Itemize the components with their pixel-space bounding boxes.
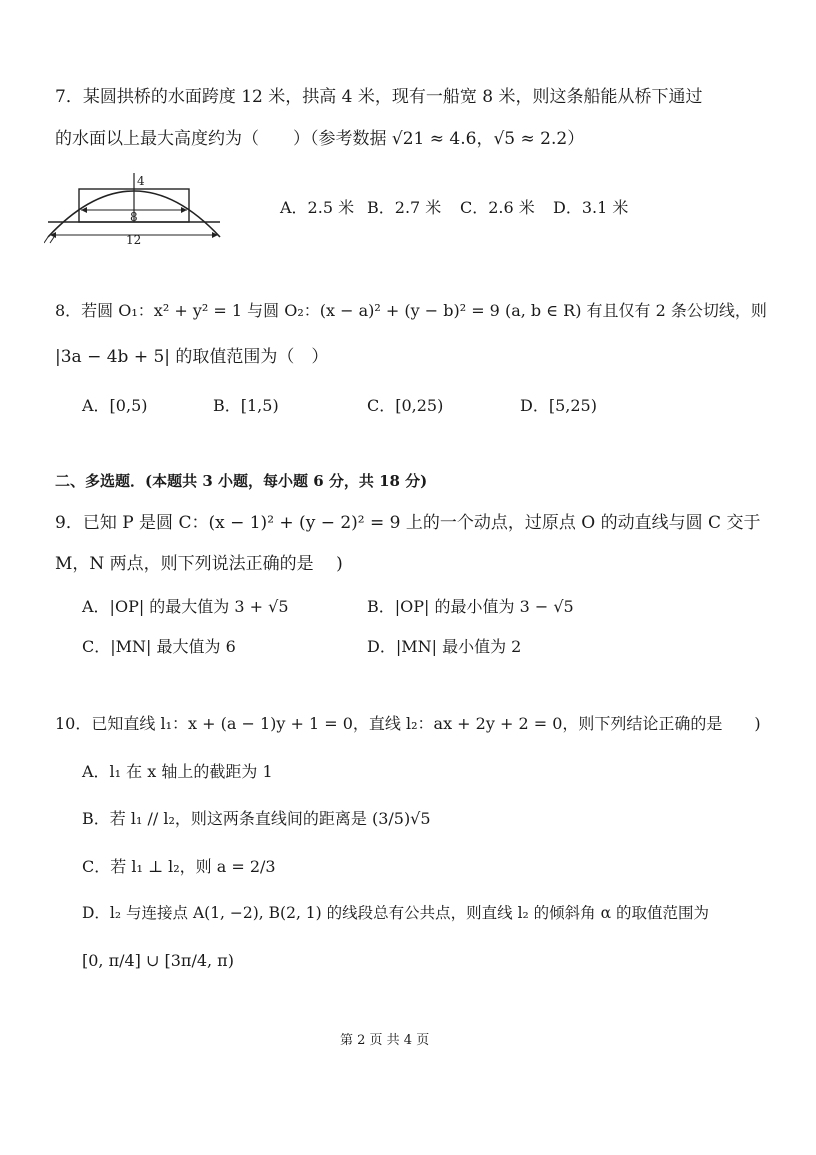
page-footer: 第 2 页 共 4 页 [340,1033,430,1048]
q9-option-d: D．|MN| 最小值为 2 [367,637,522,656]
q7-line1: 7．某圆拱桥的水面跨度 12 米，拱高 4 米，现有一船宽 8 米，则这条船能从桥下通过 [55,87,703,107]
q10-option-d-range: [0, π/4] ∪ [3π/4, π) [82,951,234,970]
q8-line1: 8．若圆 O₁：x² + y² = 1 与圆 O₂：(x − a)² + (y − b)² = 9 (a, b ∈ R) 有且仅有 2 条公切线，则 [55,301,767,320]
q10-option-a: A．l₁ 在 x 轴上的截距为 1 [82,762,273,781]
q9-option-b: B．|OP| 的最小值为 3 − √5 [367,597,574,616]
bridge-arch-figure [44,165,224,245]
section2-heading: 二、多选题．(本题共 3 小题，每小题 6 分，共 18 分) [55,472,428,490]
fig-label-12: 12 [126,233,142,245]
q7-option-c: C．2.6 米 [460,198,535,217]
q9-option-a: A．|OP| 的最大值为 3 + √5 [82,597,289,616]
q10-option-b: B．若 l₁ // l₂，则这两条直线间的距离是 (3/5)√5 [82,809,431,828]
fig-label-8: 8 [130,210,138,224]
q7-option-d: D．3.1 米 [553,198,629,217]
fig-label-4: 4 [137,174,145,188]
q7-option-b: B．2.7 米 [367,198,442,217]
q9-line2: M，N 两点，则下列说法正确的是 ) [55,554,343,574]
q9-line1: 9．已知 P 是圆 C：(x − 1)² + (y − 2)² = 9 上的一个动点，过原点 O 的动直线与圆 C 交于 [55,513,761,533]
q8-option-d: D．[5,25) [520,396,597,415]
q7-line2: 的水面以上最大高度约为（ ）（参考数据 √21 ≈ 4.6，√5 ≈ 2.2） [55,129,585,149]
q7-option-a: A．2.5 米 [280,198,355,217]
q9-option-c: C．|MN| 最大值为 6 [82,637,236,656]
q8-line2: |3a − 4b + 5| 的取值范围为（ ） [55,347,329,367]
q10-option-c: C．若 l₁ ⊥ l₂，则 a = 2/3 [82,857,276,876]
q10-option-d: D．l₂ 与连接点 A(1, −2), B(2, 1) 的线段总有公共点，则直线 l₂ 的倾斜角 α 的取值范围为 [82,904,709,922]
q8-option-b: B．[1,5) [213,396,279,415]
q8-option-c: C．[0,25) [367,396,444,415]
q10-line1: 10．已知直线 l₁：x + (a − 1)y + 1 = 0，直线 l₂：ax + 2y + 2 = 0，则下列结论正确的是 ) [55,714,761,733]
q8-option-a: A．[0,5) [82,396,148,415]
